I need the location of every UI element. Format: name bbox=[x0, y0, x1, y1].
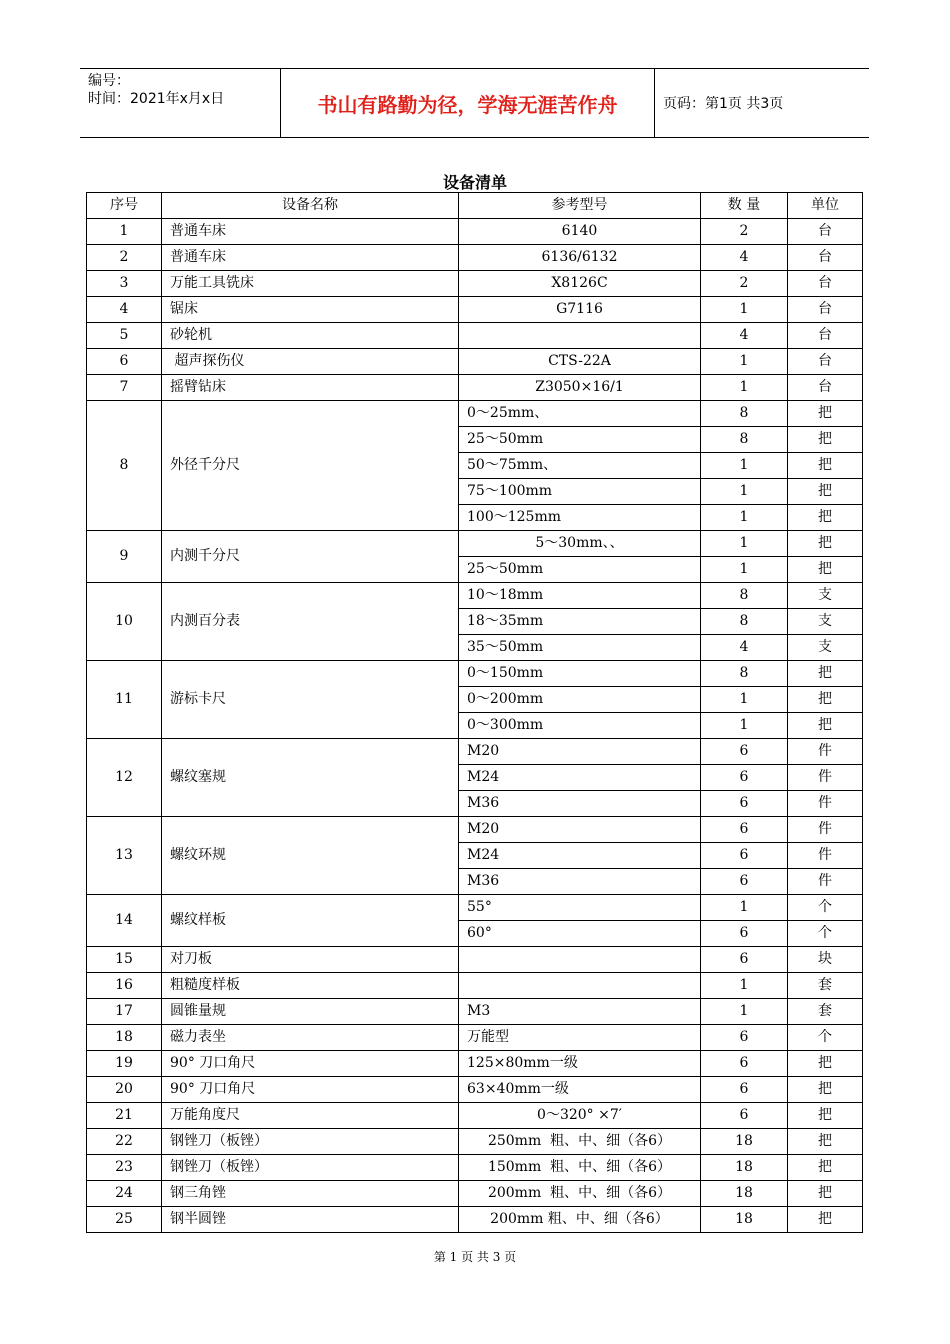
header-meta bbox=[80, 69, 280, 137]
item-name: 钢半圆锉 bbox=[162, 1207, 459, 1233]
header-motto: 书山有路勤为径，学海无涯苦作舟 bbox=[280, 69, 655, 137]
item-name: 万能工具铣床 bbox=[162, 271, 459, 297]
item-unit: 件 bbox=[788, 843, 863, 869]
item-unit: 台 bbox=[788, 219, 863, 245]
item-model: 75～100mm bbox=[459, 479, 701, 505]
item-number: 3 bbox=[87, 271, 162, 297]
item-quantity: 18 bbox=[701, 1129, 788, 1155]
item-name: 普通车床 bbox=[162, 219, 459, 245]
item-model: CTS-22A bbox=[459, 349, 701, 375]
item-number: 15 bbox=[87, 947, 162, 973]
item-model: 0～300mm bbox=[459, 713, 701, 739]
table-row bbox=[87, 947, 863, 973]
item-unit: 把 bbox=[788, 505, 863, 531]
item-model: 100～125mm bbox=[459, 505, 701, 531]
table-row bbox=[87, 739, 863, 765]
item-number: 4 bbox=[87, 297, 162, 323]
item-name: 钢锉刀（板锉） bbox=[162, 1155, 459, 1181]
item-name: 90° 刀口角尺 bbox=[162, 1077, 459, 1103]
item-name: 锯床 bbox=[162, 297, 459, 323]
item-number: 22 bbox=[87, 1129, 162, 1155]
item-quantity: 1 bbox=[701, 557, 788, 583]
table-row bbox=[87, 1207, 863, 1233]
item-number: 12 bbox=[87, 739, 162, 817]
item-quantity: 1 bbox=[701, 999, 788, 1025]
item-name: 内测千分尺 bbox=[162, 531, 459, 583]
item-quantity: 8 bbox=[701, 427, 788, 453]
item-quantity: 8 bbox=[701, 661, 788, 687]
item-model: 0～200mm bbox=[459, 687, 701, 713]
item-name: 砂轮机 bbox=[162, 323, 459, 349]
page-header bbox=[80, 68, 869, 138]
item-model: M20 bbox=[459, 739, 701, 765]
item-quantity: 4 bbox=[701, 323, 788, 349]
header-model: 参考型号 bbox=[459, 193, 701, 219]
table-row bbox=[87, 1103, 863, 1129]
item-quantity: 1 bbox=[701, 297, 788, 323]
table-row bbox=[87, 999, 863, 1025]
item-quantity: 4 bbox=[701, 635, 788, 661]
header-unit: 单位 bbox=[788, 193, 863, 219]
item-unit: 套 bbox=[788, 999, 863, 1025]
item-unit: 把 bbox=[788, 1129, 863, 1155]
item-unit: 把 bbox=[788, 1155, 863, 1181]
item-name: 普通车床 bbox=[162, 245, 459, 271]
item-model: M36 bbox=[459, 869, 701, 895]
table-row bbox=[87, 1181, 863, 1207]
item-name: 钢锉刀（板锉） bbox=[162, 1129, 459, 1155]
item-model: 50～75mm、 bbox=[459, 453, 701, 479]
item-quantity: 18 bbox=[701, 1207, 788, 1233]
item-model: 5～30mm、、 bbox=[459, 531, 701, 557]
item-number: 20 bbox=[87, 1077, 162, 1103]
item-quantity: 6 bbox=[701, 1103, 788, 1129]
item-quantity: 1 bbox=[701, 687, 788, 713]
date-label: 时间：2021年x月x日 bbox=[88, 91, 225, 107]
item-unit: 把 bbox=[788, 713, 863, 739]
item-quantity: 1 bbox=[701, 375, 788, 401]
item-model: 35～50mm bbox=[459, 635, 701, 661]
table-row bbox=[87, 895, 863, 921]
item-model: M24 bbox=[459, 765, 701, 791]
table-row bbox=[87, 531, 863, 557]
table-row bbox=[87, 245, 863, 271]
item-number: 1 bbox=[87, 219, 162, 245]
document-title: 设备清单 bbox=[442, 173, 507, 192]
item-quantity: 1 bbox=[701, 479, 788, 505]
item-unit: 个 bbox=[788, 1025, 863, 1051]
item-unit: 台 bbox=[788, 245, 863, 271]
item-unit: 把 bbox=[788, 1181, 863, 1207]
item-quantity: 1 bbox=[701, 349, 788, 375]
item-name: 摇臂钻床 bbox=[162, 375, 459, 401]
item-unit: 件 bbox=[788, 765, 863, 791]
item-model bbox=[459, 947, 701, 973]
item-model bbox=[459, 973, 701, 999]
item-quantity: 6 bbox=[701, 791, 788, 817]
code-label: 编号： bbox=[88, 73, 130, 89]
item-model: 200mm 粗、中、细（各6） bbox=[459, 1181, 701, 1207]
item-number: 21 bbox=[87, 1103, 162, 1129]
item-number: 25 bbox=[87, 1207, 162, 1233]
equipment-table bbox=[86, 192, 863, 1233]
table-row bbox=[87, 1025, 863, 1051]
item-quantity: 1 bbox=[701, 713, 788, 739]
table-row bbox=[87, 271, 863, 297]
item-model: G7116 bbox=[459, 297, 701, 323]
item-unit: 把 bbox=[788, 661, 863, 687]
item-model: 18～35mm bbox=[459, 609, 701, 635]
item-model: 0～320° ×7′ bbox=[459, 1103, 701, 1129]
item-model: M20 bbox=[459, 817, 701, 843]
item-model: X8126C bbox=[459, 271, 701, 297]
item-quantity: 6 bbox=[701, 765, 788, 791]
item-quantity: 6 bbox=[701, 869, 788, 895]
item-name: 磁力表坐 bbox=[162, 1025, 459, 1051]
header-qty: 数 量 bbox=[701, 193, 788, 219]
item-number: 18 bbox=[87, 1025, 162, 1051]
item-name: 螺纹塞规 bbox=[162, 739, 459, 817]
item-quantity: 6 bbox=[701, 1025, 788, 1051]
item-unit: 把 bbox=[788, 1207, 863, 1233]
item-name: 内测百分表 bbox=[162, 583, 459, 661]
table-row bbox=[87, 817, 863, 843]
item-unit: 把 bbox=[788, 557, 863, 583]
table-row bbox=[87, 401, 863, 427]
item-number: 9 bbox=[87, 531, 162, 583]
item-unit: 把 bbox=[788, 427, 863, 453]
item-unit: 支 bbox=[788, 609, 863, 635]
item-model bbox=[459, 323, 701, 349]
item-quantity: 6 bbox=[701, 1077, 788, 1103]
item-number: 13 bbox=[87, 817, 162, 895]
item-unit: 支 bbox=[788, 583, 863, 609]
item-quantity: 1 bbox=[701, 453, 788, 479]
table-header-row bbox=[87, 193, 863, 219]
item-model: 万能型 bbox=[459, 1025, 701, 1051]
item-quantity: 2 bbox=[701, 271, 788, 297]
item-quantity: 1 bbox=[701, 895, 788, 921]
item-unit: 个 bbox=[788, 895, 863, 921]
table-row bbox=[87, 1155, 863, 1181]
item-number: 2 bbox=[87, 245, 162, 271]
item-name: 圆锥量规 bbox=[162, 999, 459, 1025]
item-model: 125×80mm一级 bbox=[459, 1051, 701, 1077]
item-unit: 把 bbox=[788, 687, 863, 713]
item-quantity: 8 bbox=[701, 609, 788, 635]
item-unit: 台 bbox=[788, 349, 863, 375]
item-unit: 把 bbox=[788, 531, 863, 557]
item-model: M24 bbox=[459, 843, 701, 869]
item-unit: 台 bbox=[788, 297, 863, 323]
table-row bbox=[87, 973, 863, 999]
table-row bbox=[87, 323, 863, 349]
header-no: 序号 bbox=[87, 193, 162, 219]
item-unit: 台 bbox=[788, 375, 863, 401]
item-unit: 件 bbox=[788, 739, 863, 765]
item-quantity: 18 bbox=[701, 1181, 788, 1207]
item-model: 25～50mm bbox=[459, 557, 701, 583]
table-row bbox=[87, 297, 863, 323]
item-quantity: 6 bbox=[701, 921, 788, 947]
item-model: 6136/6132 bbox=[459, 245, 701, 271]
item-quantity: 6 bbox=[701, 947, 788, 973]
item-quantity: 1 bbox=[701, 505, 788, 531]
item-name: 游标卡尺 bbox=[162, 661, 459, 739]
item-unit: 支 bbox=[788, 635, 863, 661]
item-number: 17 bbox=[87, 999, 162, 1025]
table-row bbox=[87, 1129, 863, 1155]
table-row bbox=[87, 1051, 863, 1077]
table-row bbox=[87, 349, 863, 375]
item-unit: 把 bbox=[788, 401, 863, 427]
item-unit: 把 bbox=[788, 1077, 863, 1103]
item-unit: 把 bbox=[788, 479, 863, 505]
item-quantity: 6 bbox=[701, 1051, 788, 1077]
item-model: 60° bbox=[459, 921, 701, 947]
item-model: Z3050×16/1 bbox=[459, 375, 701, 401]
item-unit: 套 bbox=[788, 973, 863, 999]
item-quantity: 1 bbox=[701, 973, 788, 999]
item-quantity: 4 bbox=[701, 245, 788, 271]
item-number: 10 bbox=[87, 583, 162, 661]
item-name: 粗糙度样板 bbox=[162, 973, 459, 999]
item-model: 6140 bbox=[459, 219, 701, 245]
table-row bbox=[87, 1077, 863, 1103]
item-unit: 个 bbox=[788, 921, 863, 947]
item-unit: 件 bbox=[788, 869, 863, 895]
item-model: 55° bbox=[459, 895, 701, 921]
table-row bbox=[87, 219, 863, 245]
item-model: 150mm 粗、中、细（各6） bbox=[459, 1155, 701, 1181]
page-footer: 第 1 页 共 3 页 bbox=[433, 1250, 517, 1264]
item-model: 250mm 粗、中、细（各6） bbox=[459, 1129, 701, 1155]
table-row bbox=[87, 583, 863, 609]
item-unit: 把 bbox=[788, 1103, 863, 1129]
item-quantity: 6 bbox=[701, 739, 788, 765]
item-unit: 把 bbox=[788, 1051, 863, 1077]
item-number: 6 bbox=[87, 349, 162, 375]
item-name: 外径千分尺 bbox=[162, 401, 459, 531]
item-model: 0～150mm bbox=[459, 661, 701, 687]
item-number: 7 bbox=[87, 375, 162, 401]
item-number: 24 bbox=[87, 1181, 162, 1207]
item-quantity: 18 bbox=[701, 1155, 788, 1181]
item-model: 200mm 粗、中、细（各6） bbox=[459, 1207, 701, 1233]
table-row bbox=[87, 661, 863, 687]
item-unit: 件 bbox=[788, 791, 863, 817]
header-page-info: 页码：第1页 共3页 bbox=[663, 96, 784, 112]
item-name: 90° 刀口角尺 bbox=[162, 1051, 459, 1077]
item-name: 超声探伤仪 bbox=[162, 349, 459, 375]
item-name: 万能角度尺 bbox=[162, 1103, 459, 1129]
item-quantity: 2 bbox=[701, 219, 788, 245]
item-model: 63×40mm一级 bbox=[459, 1077, 701, 1103]
item-unit: 块 bbox=[788, 947, 863, 973]
header-name: 设备名称 bbox=[162, 193, 459, 219]
item-number: 19 bbox=[87, 1051, 162, 1077]
table-row bbox=[87, 375, 863, 401]
item-name: 对刀板 bbox=[162, 947, 459, 973]
item-quantity: 1 bbox=[701, 531, 788, 557]
item-name: 螺纹环规 bbox=[162, 817, 459, 895]
item-number: 14 bbox=[87, 895, 162, 947]
item-quantity: 6 bbox=[701, 817, 788, 843]
item-number: 16 bbox=[87, 973, 162, 999]
item-name: 钢三角锉 bbox=[162, 1181, 459, 1207]
item-model: 25～50mm bbox=[459, 427, 701, 453]
item-model: M3 bbox=[459, 999, 701, 1025]
item-unit: 把 bbox=[788, 453, 863, 479]
item-model: M36 bbox=[459, 791, 701, 817]
item-number: 8 bbox=[87, 401, 162, 531]
item-name: 螺纹样板 bbox=[162, 895, 459, 947]
item-quantity: 8 bbox=[701, 583, 788, 609]
item-unit: 台 bbox=[788, 271, 863, 297]
item-model: 10～18mm bbox=[459, 583, 701, 609]
item-quantity: 8 bbox=[701, 401, 788, 427]
item-number: 5 bbox=[87, 323, 162, 349]
item-unit: 件 bbox=[788, 817, 863, 843]
item-model: 0～25mm、 bbox=[459, 401, 701, 427]
item-quantity: 6 bbox=[701, 843, 788, 869]
table-body bbox=[87, 219, 863, 1233]
item-unit: 台 bbox=[788, 323, 863, 349]
item-number: 11 bbox=[87, 661, 162, 739]
item-number: 23 bbox=[87, 1155, 162, 1181]
